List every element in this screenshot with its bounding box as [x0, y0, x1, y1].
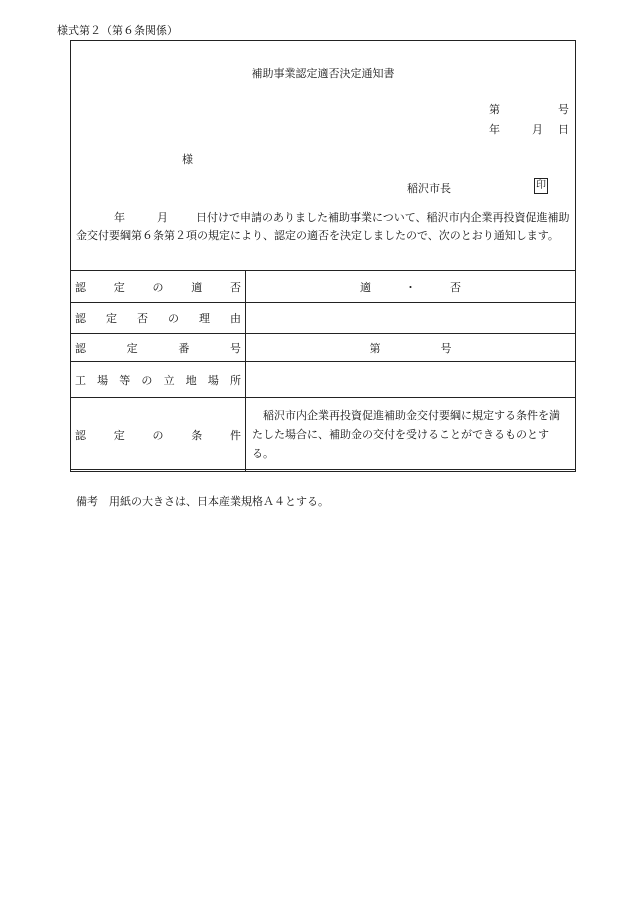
body-text: 日付けで申請のありました補助事業について、稲沢市内企業再投資促進補助金交付要綱第６条第２項の規定により、認定の適否を決定しましたので、次のとおり通知します。	[76, 211, 570, 242]
sender-name: 稲沢市長	[407, 182, 451, 195]
label-location: 工 場 等 の 立 地 場 所	[71, 362, 246, 398]
table-row	[71, 398, 576, 472]
value-cert-number: 第 号	[246, 334, 576, 362]
table-row	[71, 271, 576, 303]
remarks-note: 備考 用紙の大きさは、日本産業規格Ａ４とする。	[76, 495, 329, 508]
body-month: 月	[157, 211, 168, 224]
value-conditions: 稲沢市内企業再投資促進補助金交付要綱に規定する条件を満たした場合に、補助金の交付を受けることができるものとする。	[246, 398, 576, 472]
date-day: 日	[558, 123, 569, 136]
label-reason: 認 定 否 の 理 由	[71, 303, 246, 334]
date-year: 年	[489, 123, 500, 136]
body-year: 年	[114, 211, 125, 224]
value-approval	[246, 271, 576, 303]
table-row	[71, 362, 576, 398]
date-month: 月	[532, 123, 543, 136]
seal-stamp: 印	[534, 178, 548, 194]
form-number-label: 様式第２（第６条関係）	[57, 24, 178, 37]
notice-body	[76, 209, 571, 245]
notice-table	[70, 270, 576, 472]
value-location	[246, 362, 576, 398]
number-suffix: 号	[558, 103, 569, 116]
document-title: 補助事業認定適否決定通知書	[251, 67, 395, 80]
table-row	[71, 303, 576, 334]
label-approval: 認 定 の 適 否	[71, 271, 246, 303]
approve-option: 適	[360, 280, 371, 294]
reject-option: 否	[450, 280, 461, 294]
option-separator: ・	[405, 280, 416, 294]
recipient-honorific: 様	[182, 153, 193, 166]
label-conditions: 認 定 の 条 件	[71, 398, 246, 472]
notice-frame	[70, 40, 576, 470]
value-reason	[246, 303, 576, 334]
table-row	[71, 334, 576, 362]
number-prefix: 第	[489, 103, 500, 116]
label-cert-number: 認 定 番 号	[71, 334, 246, 362]
